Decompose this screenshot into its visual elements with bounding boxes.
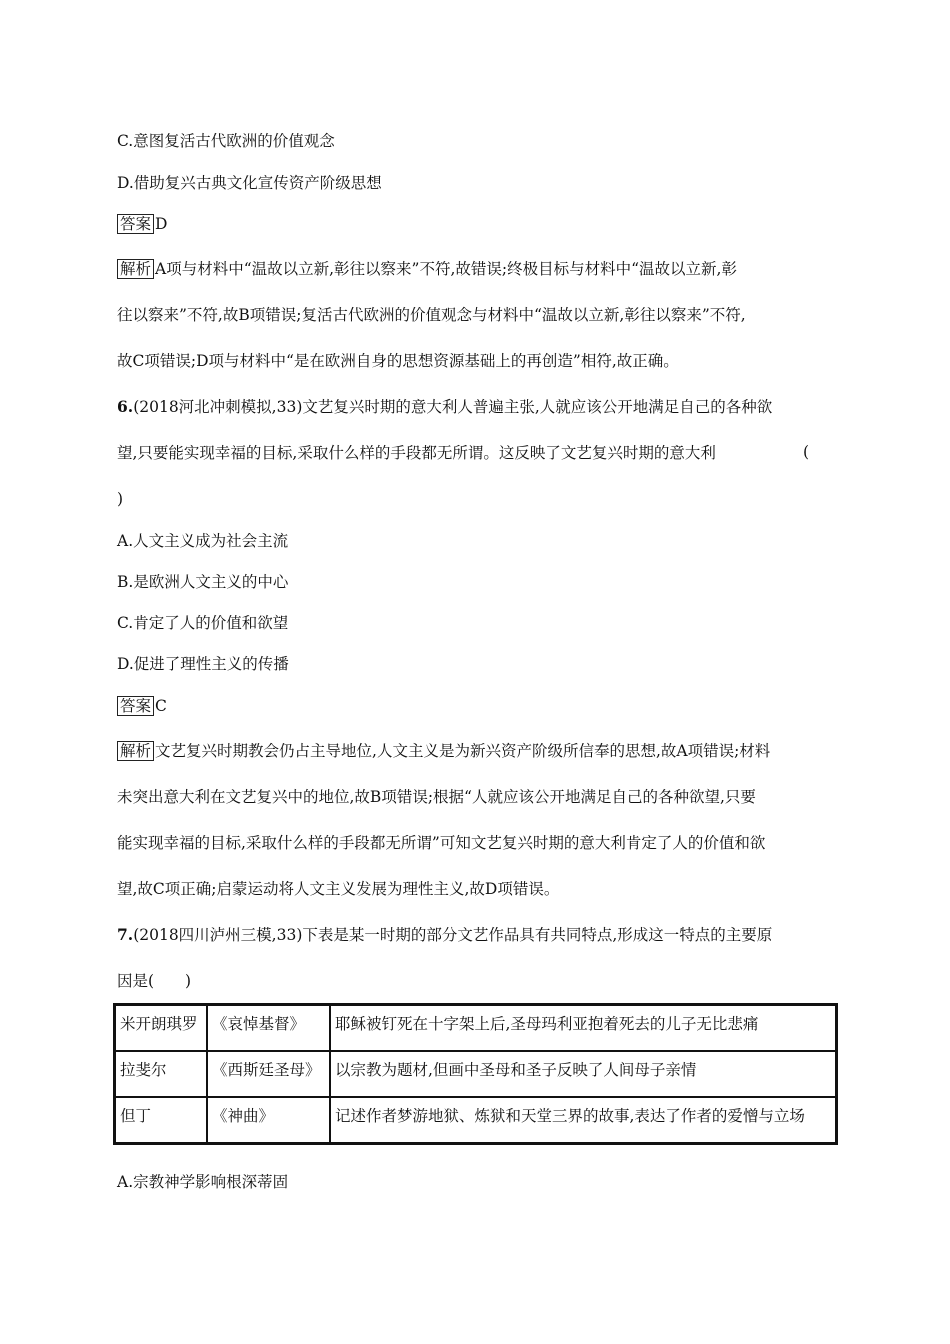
description-cell: 耶稣被钉死在十字架上后,圣母玛利亚抱着死去的儿子无比悲痛: [330, 1005, 837, 1052]
artist-cell: 拉斐尔: [115, 1051, 208, 1097]
q7-option-a: A.宗教神学影响根深蒂固: [117, 1173, 289, 1191]
work-cell: 《哀悼基督》: [207, 1005, 330, 1052]
q5-analysis-line-2: 往以察来”不符,故B项错误;复活古代欧洲的价值观念与材料中“温故以立新,彰往以察来”不符,: [117, 306, 746, 324]
artist-cell: 米开朗琪罗: [115, 1005, 208, 1052]
question-number: 7.: [117, 925, 134, 944]
q6-analysis-line-4: 望,故C项正确;启蒙运动将人文主义发展为理性主义,故D项错误。: [117, 880, 560, 898]
analysis-label: 解析: [117, 259, 154, 279]
question-number: 6.: [117, 397, 134, 416]
q6-stem-line-2: 望,只要能实现幸福的目标,采取什么样的手段都无所谓。这反映了文艺复兴时期的意大利: [117, 444, 716, 462]
q6-option-b: B.是欧洲人文主义的中心: [117, 573, 289, 591]
table-row: [115, 1097, 837, 1144]
q6-option-c: C.肯定了人的价值和欲望: [117, 614, 289, 632]
q6-analysis-line-1: [117, 741, 770, 761]
q5-option-c: C.意图复活古代欧洲的价值观念: [117, 132, 335, 150]
q6-option-a: A.人文主义成为社会主流: [117, 532, 289, 550]
artist-cell: 但丁: [115, 1097, 208, 1144]
question-stem: (2018四川泸州三模,33)下表是某一时期的部分文艺作品具有共同特点,形成这一特点的主要原: [133, 926, 773, 944]
q6-answer: [117, 696, 167, 716]
q6-paren-close: ): [117, 490, 124, 508]
answer-value: D: [155, 215, 168, 233]
q5-analysis-line-1: [117, 259, 737, 279]
description-cell: 以宗教为题材,但画中圣母和圣子反映了人间母子亲情: [330, 1051, 837, 1097]
table-row: [115, 1051, 837, 1097]
work-cell: 《神曲》: [207, 1097, 330, 1144]
q6-analysis-line-3: 能实现幸福的目标,采取什么样的手段都无所谓”可知文艺复兴时期的意大利肯定了人的价值和欲: [117, 834, 766, 852]
answer-value: C: [155, 697, 167, 715]
q6-analysis-line-2: 未突出意大利在文艺复兴中的地位,故B项错误;根据“人就应该公开地满足自己的各种欲望,只要: [117, 788, 756, 806]
q6-stem-line-1: [117, 397, 772, 417]
answer-label: 答案: [117, 214, 154, 234]
work-cell: 《西斯廷圣母》: [207, 1051, 330, 1097]
q6-paren-open: (: [803, 443, 810, 461]
answer-label: 答案: [117, 696, 154, 716]
q7-stem-line-2: 因是( ): [117, 972, 192, 990]
q6-option-d: D.促进了理性主义的传播: [117, 655, 289, 673]
q5-option-d: D.借助复兴古典文化宣传资产阶级思想: [117, 174, 382, 192]
description-cell: 记述作者梦游地狱、炼狱和天堂三界的故事,表达了作者的爱憎与立场: [330, 1097, 837, 1144]
question-stem: (2018河北冲刺模拟,33)文艺复兴时期的意大利人普遍主张,人就应该公开地满足自己的各种欲: [133, 398, 773, 416]
q7-stem-line-1: [117, 925, 772, 945]
analysis-text: 文艺复兴时期教会仍占主导地位,人文主义是为新兴资产阶级所信奉的思想,故A项错误;材料: [155, 742, 771, 760]
analysis-label: 解析: [117, 741, 154, 761]
table-row: [115, 1005, 837, 1052]
q5-analysis-line-3: 故C项错误;D项与材料中“是在欧洲自身的思想资源基础上的再创造”相符,故正确。: [117, 352, 679, 370]
analysis-text: A项与材料中“温故以立新,彰往以察来”不符,故错误;终极目标与材料中“温故以立新,彰: [155, 260, 737, 278]
q5-answer: [117, 214, 167, 234]
artworks-table: [113, 1003, 838, 1145]
